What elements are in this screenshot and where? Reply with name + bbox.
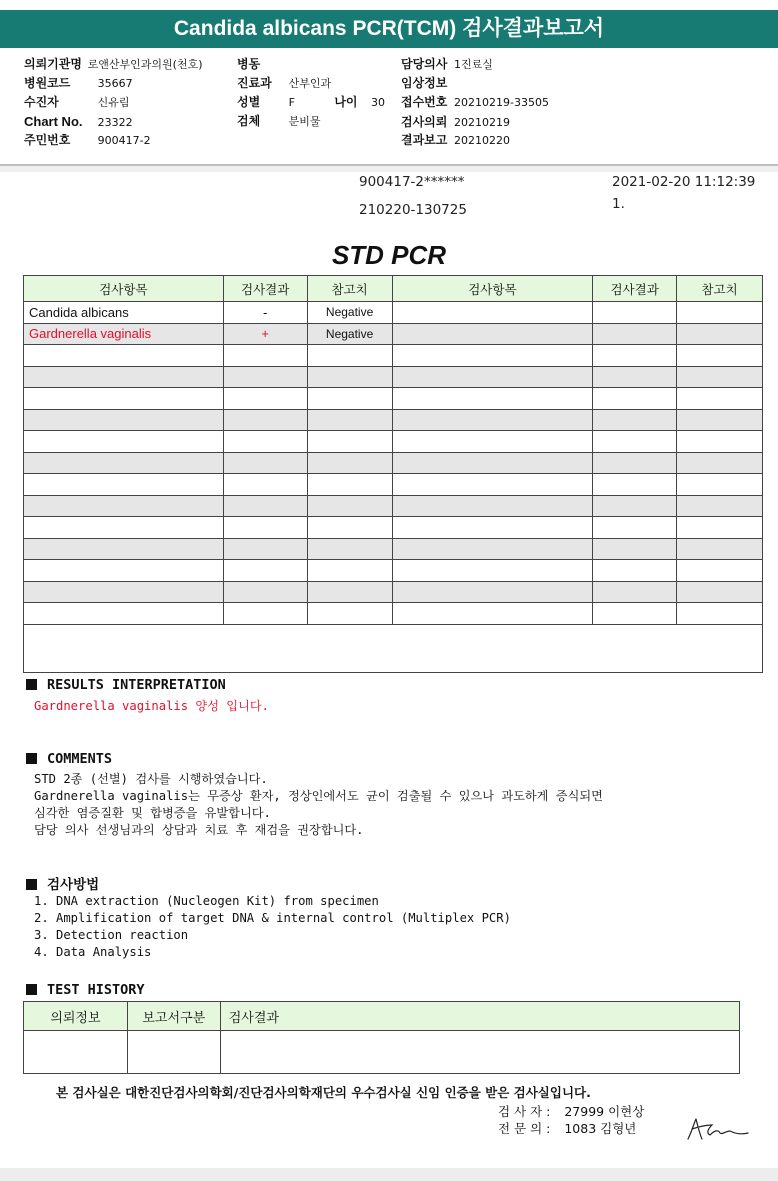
- dept-label: 진료과: [237, 76, 272, 90]
- specialist-row: [498, 1119, 636, 1137]
- table-row: [24, 452, 763, 474]
- results-table: [23, 275, 763, 625]
- empty-cell: [392, 323, 593, 345]
- doctor-row: [401, 55, 493, 73]
- request-value: 20210219: [454, 116, 511, 129]
- age-label: 나이: [334, 95, 358, 109]
- hospital-value: 로앤산부인과의원(천호): [87, 58, 203, 71]
- certification-note: 본 검사실은 대한진단검사의학회/진단검사의학재단의 우수검사실 신임 인증을 받은 검사실입니다.: [56, 1085, 591, 1100]
- interpretation-text: Gardnerella vaginalis 양성 입니다.: [34, 699, 269, 713]
- method-line: 2. Amplification of target DNA & internal control (Multiplex PCR): [34, 911, 511, 925]
- bullet-square-icon: [26, 984, 37, 995]
- interpretation-heading-text: RESULTS INTERPRETATION: [47, 677, 226, 693]
- comment-line: 심각한 염증질환 및 합병증을 유발합니다.: [34, 806, 271, 820]
- ward-row: [237, 55, 264, 73]
- ward-label: 병동: [237, 57, 261, 71]
- column-header: 검사결과: [223, 276, 307, 302]
- empty-cell: [677, 323, 763, 345]
- print-datetime: 2021-02-20 11:12:39: [612, 174, 756, 190]
- specimen-label: 검체: [237, 114, 261, 128]
- comments-heading-text: COMMENTS: [47, 751, 113, 767]
- table-row: [24, 431, 763, 453]
- history-table: [23, 1001, 740, 1074]
- patient-info: [0, 55, 778, 165]
- page-number: 1.: [612, 196, 625, 212]
- method-heading-text: 검사방법: [47, 877, 100, 893]
- table-row: [24, 581, 763, 603]
- table-header-row: [24, 276, 763, 302]
- bullet-square-icon: [26, 879, 37, 890]
- reception-label: 접수번호: [401, 95, 448, 109]
- id-label: 주민번호: [24, 133, 71, 147]
- chart-row: [24, 113, 133, 131]
- empty-cell: [593, 323, 677, 345]
- tester-label: 검 사 자 :: [498, 1104, 551, 1119]
- code-value: 35667: [97, 77, 133, 90]
- table-row: [24, 1031, 740, 1074]
- method-line: 4. Data Analysis: [34, 945, 152, 959]
- clinical-label: 임상정보: [401, 76, 448, 90]
- patient-value: 신유림: [97, 96, 130, 109]
- bullet-square-icon: [26, 753, 37, 764]
- tester-value: 27999 이현상: [564, 1104, 645, 1119]
- comment-line: STD 2종 (선별) 검사를 시행하였습니다.: [34, 772, 268, 786]
- test-result: -: [223, 302, 307, 324]
- specimen-row: [237, 112, 321, 130]
- column-header: 검사항목: [392, 276, 593, 302]
- divider-shadow: [0, 166, 778, 172]
- code-row: [24, 74, 133, 92]
- column-header: 의뢰정보: [24, 1002, 128, 1031]
- table-footer-area: [23, 621, 763, 673]
- test-name: Candida albicans: [24, 302, 224, 324]
- page-bottom-band: [0, 1168, 778, 1181]
- history-heading: [26, 982, 145, 998]
- sample-number: 210220-130725: [359, 202, 467, 218]
- table-row: [24, 366, 763, 388]
- table-row: [24, 409, 763, 431]
- column-header: 검사결과: [220, 1002, 739, 1031]
- id-value: 900417-2: [97, 134, 151, 147]
- hospital-label: 의뢰기관명: [24, 57, 82, 71]
- comment-line: 담당 의사 선생님과의 상담과 치료 후 재검을 권장합니다.: [34, 823, 364, 837]
- table-row: [24, 495, 763, 517]
- result-date-row: [401, 131, 510, 149]
- table-row: [24, 474, 763, 496]
- empty-cell: [593, 302, 677, 324]
- dept-row: [237, 74, 331, 92]
- table-row: [24, 345, 763, 367]
- table-row: [24, 323, 763, 345]
- tester-row: [498, 1102, 644, 1120]
- comment-line: Gardnerella vaginalis는 무증상 환자, 정상인에서도 균이 검출될 수 있으나 과도하게 증식되면: [34, 789, 603, 803]
- hospital-row: [24, 55, 203, 73]
- doctor-label: 담당의사: [401, 57, 448, 71]
- sex-row: [237, 93, 385, 111]
- masked-id: 900417-2******: [359, 174, 465, 190]
- dept-value: 산부인과: [288, 77, 332, 90]
- reception-value: 20210219-33505: [454, 96, 549, 109]
- table-row: [24, 388, 763, 410]
- sex-value: F: [288, 96, 295, 109]
- specialist-value: 1083 김형년: [564, 1121, 637, 1136]
- method-line: 1. DNA extraction (Nucleogen Kit) from specimen: [34, 894, 379, 908]
- sex-label: 성별: [237, 95, 261, 109]
- method-line: 3. Detection reaction: [34, 928, 189, 942]
- empty-cell: [677, 302, 763, 324]
- section-title: STD PCR: [331, 240, 447, 270]
- age-value: 30: [370, 96, 385, 109]
- column-header: 참고치: [677, 276, 763, 302]
- patient-label: 수진자: [24, 95, 59, 109]
- column-header: 보고서구분: [127, 1002, 220, 1031]
- result-date-label: 결과보고: [401, 133, 448, 147]
- table-row: [24, 517, 763, 539]
- specialist-label: 전 문 의 :: [498, 1121, 551, 1136]
- clinical-row: [401, 74, 451, 92]
- doctor-value: 1진료실: [454, 58, 493, 71]
- test-name: Gardnerella vaginalis: [24, 323, 224, 345]
- test-result: +: [223, 323, 307, 345]
- history-header-row: [24, 1002, 740, 1031]
- table-row: [24, 538, 763, 560]
- column-header: 검사결과: [593, 276, 677, 302]
- patient-row: [24, 93, 130, 111]
- empty-cell: [392, 302, 593, 324]
- method-heading: [26, 873, 99, 893]
- chart-label: Chart No.: [24, 114, 83, 129]
- signature-image: [684, 1113, 750, 1145]
- request-label: 검사의뢰: [401, 115, 448, 129]
- reference-value: Negative: [307, 323, 392, 345]
- result-date-value: 20210220: [454, 134, 511, 147]
- bullet-square-icon: [26, 679, 37, 690]
- code-label: 병원코드: [24, 76, 71, 90]
- specimen-value: 분비물: [288, 115, 321, 128]
- table-row: [24, 560, 763, 582]
- table-row: [24, 302, 763, 324]
- chart-value: 23322: [97, 116, 133, 129]
- reference-value: Negative: [307, 302, 392, 324]
- id-row: [24, 131, 151, 149]
- column-header: 검사항목: [24, 276, 224, 302]
- report-title: Candida albicans PCR(TCM) 검사결과보고서: [0, 10, 778, 48]
- history-heading-text: TEST HISTORY: [47, 982, 145, 998]
- column-header: 참고치: [307, 276, 392, 302]
- request-row: [401, 113, 510, 131]
- interpretation-heading: [26, 677, 226, 693]
- reception-row: [401, 93, 549, 111]
- comments-heading: [26, 751, 112, 767]
